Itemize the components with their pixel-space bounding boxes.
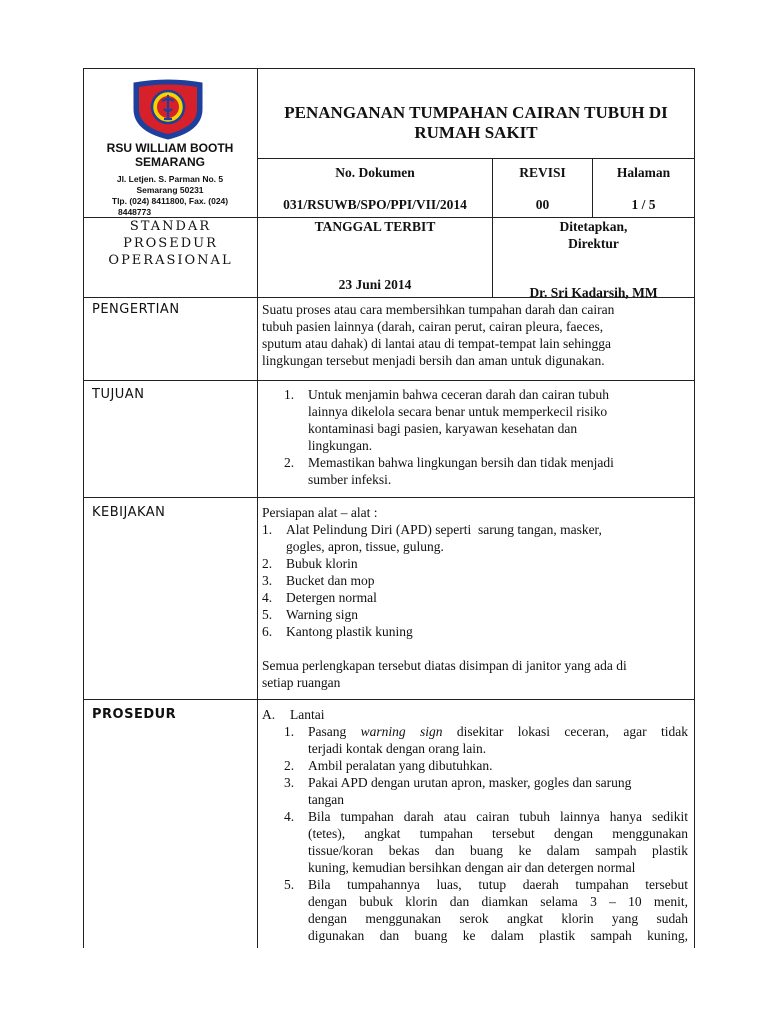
list-number: 3.: [262, 573, 273, 588]
list-item: [262, 623, 688, 640]
list-number: 1.: [262, 522, 273, 537]
step-emphasis: warning sign: [360, 724, 443, 739]
list-item-line: (tetes), angkat tumpahan tersebut dengan menggunakan: [308, 826, 688, 841]
pengertian-line: sputum atau dahak) di lantai atau di tempat-tempat lain sehingga: [262, 336, 612, 351]
doc-number-label: No. Dokumen: [335, 165, 415, 180]
halaman-label: Halaman: [616, 165, 671, 180]
table-border-tujuan: [83, 380, 695, 381]
list-item-line: Ambil peralatan yang dibutuhkan.: [308, 758, 493, 773]
list-item: [262, 521, 688, 555]
table-border-kebijakan: [83, 497, 695, 498]
list-number: 6.: [262, 624, 273, 639]
list-number: 5.: [262, 607, 273, 622]
list-item-line: Untuk menjamin bahwa ceceran darah dan cairan tubuh: [308, 387, 609, 402]
list-item-line: Bubuk klorin: [286, 556, 358, 571]
list-item-line: Memastikan bahwa lingkungan bersih dan tidak menjadi: [308, 455, 614, 470]
tujuan-list: [284, 386, 688, 488]
spo-label-line: OPERASIONAL: [108, 253, 233, 268]
kebijakan-content: [262, 504, 688, 691]
pengertian-line: lingkungan tersebut menjadi bersih dan aman untuk digunakan.: [262, 353, 605, 368]
list-item-line: dengan menggunakan serok angkat klorin yang sudah: [308, 911, 688, 926]
step-text: Pasang: [308, 724, 361, 739]
hospital-address-line: Jl. Letjen. S. Parman No. 5: [116, 174, 224, 184]
spo-label-line: PROSEDUR: [123, 236, 218, 251]
doc-number-value: 031/RSUWB/SPO/PPI/VII/2014: [283, 197, 467, 212]
list-number: 3.: [284, 775, 295, 790]
prosedur-content: [262, 706, 688, 944]
list-item: [284, 723, 688, 757]
table-border-left: [83, 68, 84, 948]
kebijakan-intro: Persiapan alat – alat :: [262, 505, 378, 520]
list-item-line: lainnya dikelola secara benar untuk memperkecil risiko: [308, 404, 608, 419]
kebijakan-closing: setiap ruangan: [262, 675, 341, 690]
prosedur-section-heading: [262, 706, 688, 723]
document-title-line: RUMAH SAKIT: [414, 123, 538, 142]
list-item-line: Pakai APD dengan urutan apron, masker, gogles dan sarung: [308, 775, 632, 790]
list-item-line: dengan bubuk klorin dan diamkan selama 3 – 10 menit,: [308, 894, 688, 909]
list-item: [284, 774, 688, 808]
hospital-address-line: Semarang 50231: [136, 185, 204, 195]
list-item-line: terjadi kontak dengan orang lain.: [308, 741, 487, 756]
list-item-line: lingkungan.: [308, 438, 373, 453]
document-title-line: PENANGANAN TUMPAHAN CAIRAN TUBUH DI: [284, 103, 668, 122]
list-item-line: kontaminasi bagi pasien, karyawan kesehatan dan: [308, 421, 578, 436]
list-item-line: [308, 723, 688, 740]
list-number: 2.: [284, 758, 295, 773]
table-border-right: [694, 68, 695, 948]
pengertian-line: tubuh pasien lainnya (darah, cairan perut, cairan pleura, faeces,: [262, 319, 604, 334]
step-text: disekitar lokasi ceceran, agar tidak: [442, 724, 689, 739]
list-item: [262, 589, 688, 606]
list-item: [284, 454, 688, 488]
list-item-line: Bucket dan mop: [286, 573, 375, 588]
kebijakan-label: KEBIJAKAN: [92, 505, 166, 520]
director-name: Dr. Sri Kadarsih, MM: [529, 285, 658, 300]
tujuan-label: TUJUAN: [92, 387, 145, 402]
section-title: Lantai: [290, 707, 325, 722]
list-number: 1.: [284, 387, 295, 402]
list-number: 4.: [262, 590, 273, 605]
list-number: 2.: [284, 455, 295, 470]
revisi-label: REVISI: [519, 165, 566, 180]
list-item-line: gogles, apron, tissue, gulung.: [286, 539, 444, 554]
hospital-address-line: Tlp. (024) 8411800, Fax. (024): [111, 196, 229, 206]
list-item-line: Bila tumpahannya luas, tutup daerah tumpahan tersebut: [308, 877, 688, 892]
spo-label-line: STANDAR: [129, 219, 212, 234]
kebijakan-closing: Semua perlengkapan tersebut diatas disimpan di janitor yang ada di: [262, 658, 627, 673]
list-item: [284, 876, 688, 944]
list-number: 2.: [262, 556, 273, 571]
tanggal-terbit-label: TANGGAL TERBIT: [314, 219, 436, 234]
list-item: [284, 386, 688, 454]
table-border-top: [83, 68, 695, 69]
list-item: [284, 757, 688, 774]
list-item-line: kuning, kemudian bersihkan dengan air dan detergen normal: [308, 860, 636, 875]
revisi-value: 00: [535, 197, 550, 212]
halaman-value: 1 / 5: [631, 197, 656, 212]
list-item-line: Warning sign: [286, 607, 359, 622]
pengertian-line: Suatu proses atau cara membersihkan tumpahan darah dan cairan: [262, 302, 615, 317]
ditetapkan-line: Ditetapkan,: [559, 219, 628, 234]
list-item: [262, 572, 688, 589]
tanggal-terbit-value: 23 Juni 2014: [338, 277, 412, 292]
hospital-name: RSU WILLIAM BOOTH: [106, 141, 234, 155]
section-letter: A.: [262, 707, 276, 722]
list-item-line: digunakan dan buang ke dalam plastik sampah kuning,: [308, 928, 688, 943]
list-item-line: sumber infeksi.: [308, 472, 392, 487]
list-item: [262, 555, 688, 572]
list-item-line: Alat Pelindung Diri (APD) seperti sarung tangan, masker,: [286, 522, 602, 537]
table-border-header-mid: [257, 158, 695, 159]
list-item: [284, 808, 688, 876]
hospital-city: SEMARANG: [134, 155, 205, 169]
list-item: [262, 606, 688, 623]
hospital-logo: [130, 79, 206, 141]
list-number: 4.: [284, 809, 295, 824]
list-item-line: Kantong plastik kuning: [286, 624, 413, 639]
hospital-address-line: 8448773: [118, 207, 152, 217]
ditetapkan-line: Direktur: [568, 236, 619, 251]
pengertian-label: PENGERTIAN: [92, 302, 180, 317]
table-border-prosedur: [83, 699, 695, 700]
list-number: 1.: [284, 724, 295, 739]
list-item-line: tissue/koran bekas dan buang ke dalam sampah plastik: [308, 843, 688, 858]
list-item-line: tangan: [308, 792, 344, 807]
list-item-line: Detergen normal: [286, 590, 377, 605]
prosedur-label: PROSEDUR: [92, 707, 177, 722]
list-item-line: Bila tumpahan darah atau cairan tubuh lainnya hanya sedikit: [308, 809, 688, 824]
pengertian-text: [262, 301, 688, 369]
list-number: 5.: [284, 877, 295, 892]
